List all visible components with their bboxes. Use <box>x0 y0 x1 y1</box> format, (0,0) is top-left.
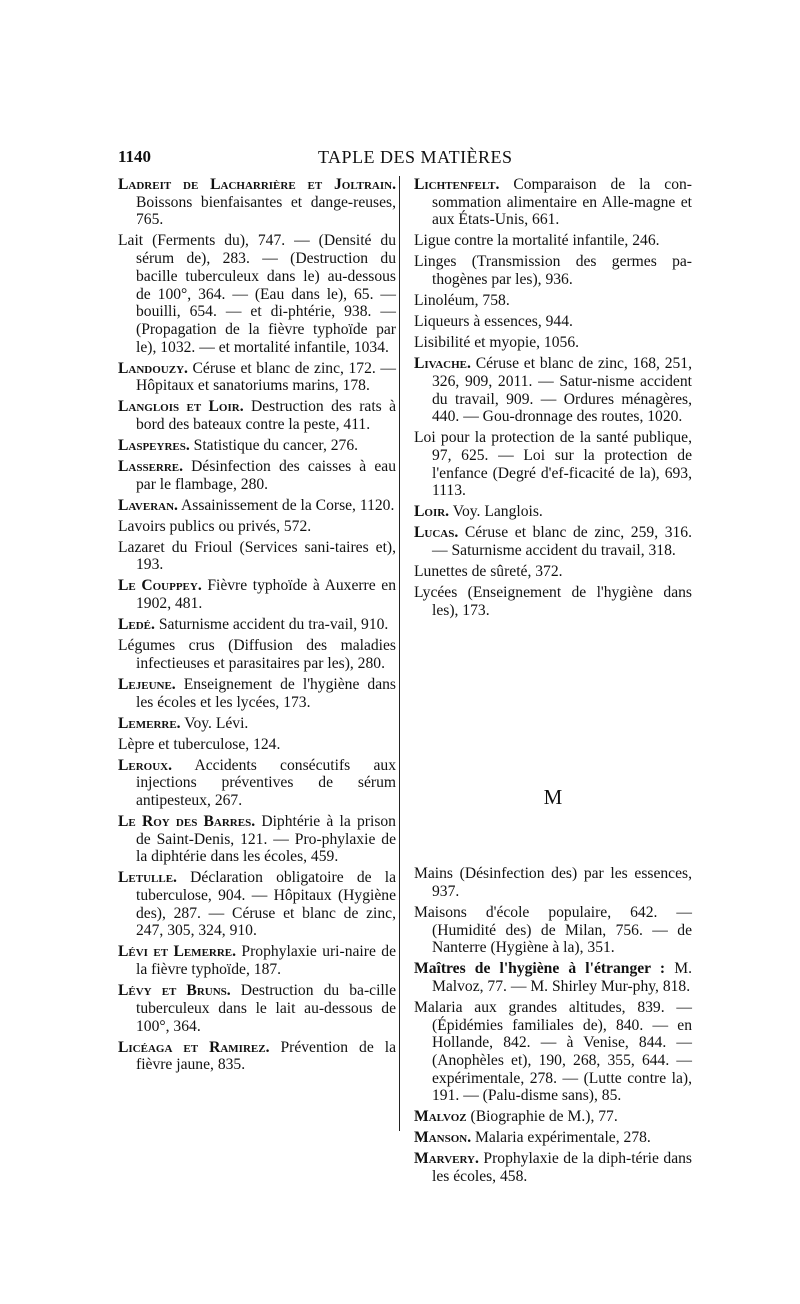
entry-heading: Lévi et Lemerre. <box>118 943 237 961</box>
entry-text: (Transmission des germes pa-thogènes par les), 936. <box>432 253 692 289</box>
index-entry <box>414 1150 692 1185</box>
entry-text: (Enseignement de l'hygiène dans les), 173. <box>432 584 692 619</box>
entry-text: Céruse et blanc de zinc, 172. — Hôpitaux et sanatoriums marins, 178. <box>136 359 396 395</box>
right-column-bottom <box>414 865 692 1186</box>
section-letter: M <box>543 785 563 810</box>
entry-heading: Lévy et Bruns. <box>118 982 231 1000</box>
entry-heading: Le Roy des Barres. <box>118 812 256 830</box>
index-entry <box>414 334 692 352</box>
entry-text: Céruse et blanc de zinc, 259, 316. — Saturnisme accident du travail, 318. <box>432 524 692 560</box>
index-entry <box>414 253 692 288</box>
index-entry <box>414 313 692 331</box>
entry-heading: Ladreit de Lacharrière et Joltrain. <box>118 176 396 193</box>
entry-text: (Désinfection des) par les essences, 937. <box>432 865 692 900</box>
entry-heading: Lisibilité <box>414 334 471 352</box>
entry-text: Enseignement de l'hygiène dans les écoles et les lycées, 173. <box>136 675 396 711</box>
index-entry <box>414 176 692 229</box>
index-entry <box>118 676 396 711</box>
entry-text: crus (Diffusion des maladies infectieuses et parasitaires par les), 280. <box>136 637 396 672</box>
entry-text: Saturnisme accident du tra-vail, 910. <box>154 616 389 634</box>
entry-heading: Lavoirs <box>118 517 166 535</box>
entry-text: Boissons bienfaisantes et dange-reuses, 765. <box>136 193 396 229</box>
entry-text: contre la mortalité infantile, 246. <box>450 232 660 250</box>
entry-text: Fièvre typhoïde à Auxerre en 1902, 481. <box>136 577 396 613</box>
index-entry <box>414 292 692 310</box>
entry-heading: Lasserre. <box>118 458 184 476</box>
entry-heading: Malaria <box>414 998 463 1016</box>
entry-heading: Letulle. <box>118 869 177 887</box>
index-entry <box>118 637 396 672</box>
index-entry <box>414 1108 692 1126</box>
entry-heading: Mains <box>414 865 453 883</box>
entry-heading: Linoléum, <box>414 292 479 310</box>
index-entry <box>414 429 692 500</box>
index-entry <box>118 736 396 754</box>
entry-text: M. Malvoz, 77. — M. Shirley Mur-phy, 818. <box>432 960 692 995</box>
entry-text: Destruction des rats à bord des bateaux contre la peste, 411. <box>136 398 397 434</box>
index-entry <box>414 865 692 900</box>
index-entry <box>414 524 692 559</box>
index-entry <box>118 757 396 810</box>
entry-heading: Langlois et Loir. <box>118 398 244 416</box>
entry-text: Voy. Lévi. <box>180 714 249 732</box>
index-entry <box>118 518 396 536</box>
entry-heading: Lunettes <box>414 563 468 581</box>
left-column <box>118 176 396 1077</box>
entry-heading: Loir. <box>414 503 450 521</box>
entry-heading: Lazaret <box>118 538 165 556</box>
entry-text: Prophylaxie uri-naire de la fièvre typhoïde, 187. <box>136 943 397 979</box>
column-divider <box>399 176 400 1131</box>
index-entry <box>414 355 692 426</box>
entry-text: du Frioul (Services sani-taires et), 193. <box>136 538 396 574</box>
index-entry <box>118 813 396 866</box>
index-entry <box>414 904 692 957</box>
entry-text: pour la protection de la santé publique, 97, 625. — Loi sur la protection de l'enfance (Degré d'ef-ficacité de la), 693, 1113. <box>432 429 692 500</box>
entry-heading: Lait <box>118 232 144 250</box>
entry-text: aux grandes altitudes, 839. — (Épidémies familiales de), 840. — en Hollande, 842. — à Venise, 844. — (Anophèles et), 190, 268, 355, 644. — expérimentale, 278. — (Lutte contre la), 191. — (Palu-disme sans), 85. <box>432 998 692 1105</box>
entry-heading: Lejeune. <box>118 675 176 693</box>
entry-text: d'école populaire, 642. — (Humidité des) de Milan, 756. — de Nanterre (Hygiène à la), 351. <box>432 903 692 957</box>
entry-text: Prévention de la fièvre jaune, 835. <box>136 1038 396 1074</box>
entry-heading: Loi <box>414 429 436 447</box>
entry-text: publics ou privés, 572. <box>165 517 312 535</box>
entry-heading: Laveran. <box>118 496 178 514</box>
entry-text: Statistique du cancer, 276. <box>189 437 359 455</box>
index-entry <box>414 1129 692 1147</box>
entry-heading: Le Couppey. <box>118 577 202 595</box>
entry-text: et myopie, 1056. <box>470 334 580 352</box>
index-entry <box>118 398 396 433</box>
index-entry <box>118 497 396 515</box>
entry-heading: Lycées <box>414 584 458 602</box>
page-header <box>118 147 698 171</box>
entry-text: Diphtérie à la prison de Saint-Denis, 121. — Pro-phylaxie de la diphtérie dans les écoles, 459. <box>136 812 396 866</box>
entry-heading: Malvoz <box>414 1108 467 1126</box>
entry-heading: Laspeyres. <box>118 437 190 455</box>
index-entry <box>118 539 396 574</box>
index-entry <box>118 943 396 978</box>
index-entry <box>118 458 396 493</box>
index-entry <box>414 584 692 619</box>
entry-heading: Ledé. <box>118 616 155 634</box>
entry-text: 758. <box>478 292 510 310</box>
entry-heading: Lucas. <box>414 524 459 542</box>
index-entry <box>118 616 396 634</box>
entry-text: Prophylaxie de la diph-térie dans les écoles, 458. <box>432 1150 692 1186</box>
entry-heading: Légumes <box>118 637 176 655</box>
entry-text: de sûreté, 372. <box>467 563 563 581</box>
page-number: 1140 <box>118 147 152 166</box>
index-entry <box>118 869 396 940</box>
entry-text: à essences, 944. <box>469 313 573 331</box>
index-entry <box>118 577 396 612</box>
entry-text: Désinfection des caisses à eau par le flambage, 280. <box>136 458 396 493</box>
entry-heading: Lèpre <box>118 735 155 753</box>
right-column-top <box>414 176 692 619</box>
entry-heading: Leroux. <box>118 756 173 774</box>
index-entry <box>414 232 692 250</box>
entry-heading: Manson. <box>414 1129 472 1147</box>
entry-text: Accidents consécutifs aux injections préventives de sérum antipesteux, 267. <box>136 756 396 809</box>
index-entry <box>118 232 396 356</box>
entry-heading: Ligue <box>414 232 451 250</box>
entry-text: Malaria expérimentale, 278. <box>471 1129 651 1147</box>
entry-text: Céruse et blanc de zinc, 168, 251, 326, 909, 2011. — Satur-nisme accident du travail, 909. — Ordures ménagères, 440. — Gou-dronnage des routes, 1020. <box>432 355 692 426</box>
entry-heading: Livache. <box>414 355 471 373</box>
entry-heading: Lemerre. <box>118 714 181 732</box>
entry-heading: Maisons <box>414 903 467 921</box>
entry-heading: Liqueurs <box>414 313 470 331</box>
entry-text: Assainissement de la Corse, 1120. <box>177 496 395 514</box>
entry-heading: Maîtres de l'hygiène à l'étranger : <box>414 960 666 978</box>
entry-text: Voy. Langlois. <box>449 503 543 521</box>
right-column <box>414 176 692 1189</box>
entry-text: (Ferments du), 747. — (Densité du sérum de), 283. — (Destruction du bacille tuberculeux dans le) au-dessous de 100°, 364. — (Eau dans le), 65. — bouilli, 654. — et di-phtérie, 938. — (Propagation de la fièvre typhoïde par le), 1032. — et mortalité infantile, 1034. <box>136 232 396 356</box>
entry-text: Comparaison de la con-sommation alimentaire en Alle-magne et aux États-Unis, 661. <box>432 176 692 229</box>
entry-text: (Biographie de M.), 77. <box>466 1108 618 1126</box>
index-entry <box>414 563 692 581</box>
entry-heading: Lichtenfelt. <box>414 176 500 193</box>
entry-text: et tuberculose, 124. <box>154 735 281 753</box>
entry-heading: Licéaga et Ramirez. <box>118 1038 270 1056</box>
index-entry <box>118 982 396 1035</box>
index-entry <box>118 1039 396 1074</box>
page-title: TAPLE DES MATIÈRES <box>318 147 513 167</box>
index-entry <box>118 176 396 229</box>
index-entry <box>118 437 396 455</box>
index-entry <box>118 715 396 733</box>
index-entry <box>414 960 692 995</box>
index-entry <box>414 503 692 521</box>
index-entry <box>118 360 396 395</box>
entry-heading: Linges <box>414 253 457 271</box>
entry-text: Destruction du ba-cille tuberculeux dans le lait au-dessous de 100°, 364. <box>136 982 396 1035</box>
entry-text: Déclaration obligatoire de la tuberculose, 904. — Hôpitaux (Hygiène des), 287. — Céruse et blanc de zinc, 247, 305, 324, 910. <box>136 869 396 940</box>
entry-heading: Marvery. <box>414 1150 479 1168</box>
index-entry <box>414 999 692 1105</box>
entry-heading: Landouzy. <box>118 359 188 377</box>
